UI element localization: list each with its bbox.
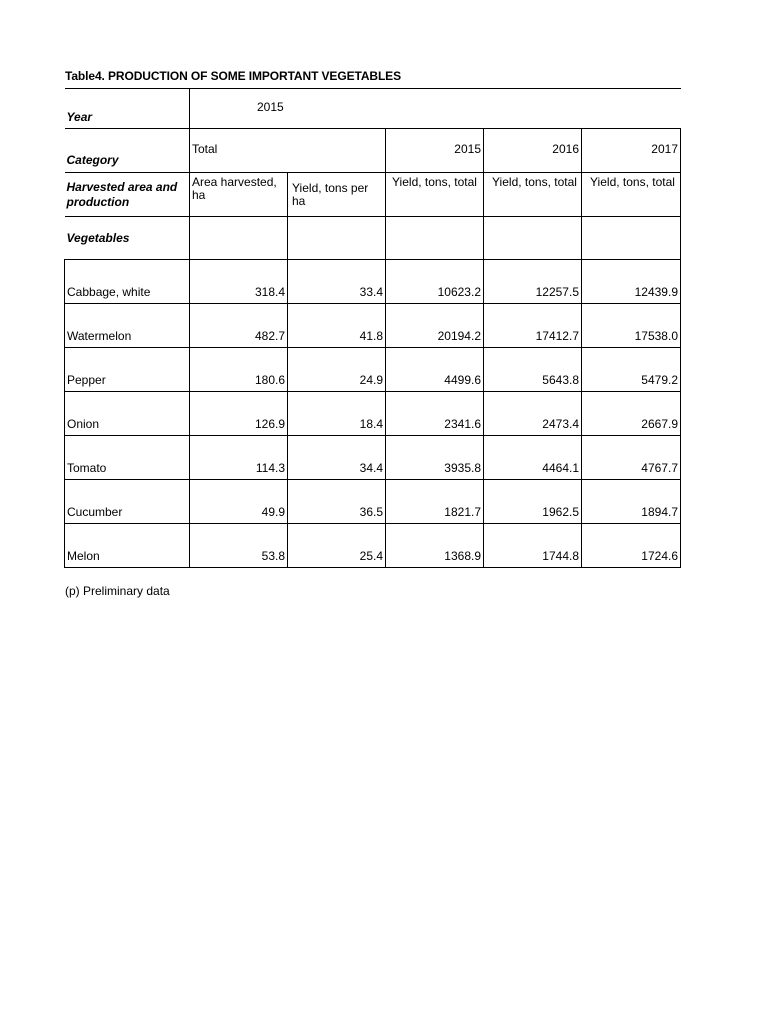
measure-label: Harvested area and production	[65, 173, 190, 217]
group-cell	[386, 217, 484, 260]
group-label: Vegetables	[65, 217, 190, 260]
row-value: 1724.6	[582, 524, 681, 568]
row-value: 49.9	[190, 480, 288, 524]
measure-total-2015: Yield, tons, total	[386, 173, 484, 217]
row-value: 1368.9	[386, 524, 484, 568]
group-row	[65, 217, 681, 260]
row-value: 17412.7	[484, 304, 582, 348]
row-value: 4767.7	[582, 436, 681, 480]
measure-total-2016: Yield, tons, total	[484, 173, 582, 217]
measure-total-2017: Yield, tons, total	[582, 173, 681, 217]
table-row	[65, 436, 681, 480]
row-name: Watermelon	[65, 304, 190, 348]
year-2016: 2016	[484, 129, 582, 173]
row-value: 1894.7	[582, 480, 681, 524]
row-value: 2473.4	[484, 392, 582, 436]
row-value: 4464.1	[484, 436, 582, 480]
row-name: Cabbage, white	[65, 260, 190, 304]
row-value: 10623.2	[386, 260, 484, 304]
row-name: Melon	[65, 524, 190, 568]
row-value: 12257.5	[484, 260, 582, 304]
category-row	[65, 129, 681, 173]
group-cell	[582, 217, 681, 260]
measure-area: Area harvested, ha	[190, 173, 288, 217]
row-value: 1744.8	[484, 524, 582, 568]
row-value: 24.9	[288, 348, 386, 392]
row-value: 3935.8	[386, 436, 484, 480]
row-name: Onion	[65, 392, 190, 436]
production-table	[64, 88, 681, 568]
row-value: 180.6	[190, 348, 288, 392]
table-row	[65, 524, 681, 568]
row-value: 1821.7	[386, 480, 484, 524]
table-row	[65, 260, 681, 304]
row-name: Tomato	[65, 436, 190, 480]
row-value: 17538.0	[582, 304, 681, 348]
table-row	[65, 392, 681, 436]
row-name: Cucumber	[65, 480, 190, 524]
table-row	[65, 304, 681, 348]
row-value: 36.5	[288, 480, 386, 524]
year-row	[65, 89, 681, 129]
group-cell	[484, 217, 582, 260]
table-row	[65, 348, 681, 392]
row-value: 114.3	[190, 436, 288, 480]
row-value: 126.9	[190, 392, 288, 436]
row-value: 5479.2	[582, 348, 681, 392]
row-value: 1962.5	[484, 480, 582, 524]
row-value: 318.4	[190, 260, 288, 304]
row-value: 41.8	[288, 304, 386, 348]
table-row	[65, 480, 681, 524]
category-label: Category	[65, 129, 190, 173]
row-value: 20194.2	[386, 304, 484, 348]
group-cell	[190, 217, 288, 260]
row-value: 34.4	[288, 436, 386, 480]
row-value: 33.4	[288, 260, 386, 304]
row-value: 2667.9	[582, 392, 681, 436]
table-title: Table4. PRODUCTION OF SOME IMPORTANT VEGETABLES	[65, 69, 401, 83]
total-label: Total	[190, 129, 386, 173]
row-value: 482.7	[190, 304, 288, 348]
row-value: 2341.6	[386, 392, 484, 436]
row-value: 18.4	[288, 392, 386, 436]
year-2015: 2015	[386, 129, 484, 173]
measure-row	[65, 173, 681, 217]
year-2017: 2017	[582, 129, 681, 173]
row-value: 4499.6	[386, 348, 484, 392]
row-value: 25.4	[288, 524, 386, 568]
row-value: 5643.8	[484, 348, 582, 392]
row-value: 53.8	[190, 524, 288, 568]
year-label: Year	[65, 89, 190, 129]
footnote: (p) Preliminary data	[65, 584, 170, 598]
group-cell	[288, 217, 386, 260]
year-value: 2015	[190, 89, 681, 129]
measure-yield-per-ha: Yield, tons per ha	[288, 173, 386, 217]
row-name: Pepper	[65, 348, 190, 392]
row-value: 12439.9	[582, 260, 681, 304]
